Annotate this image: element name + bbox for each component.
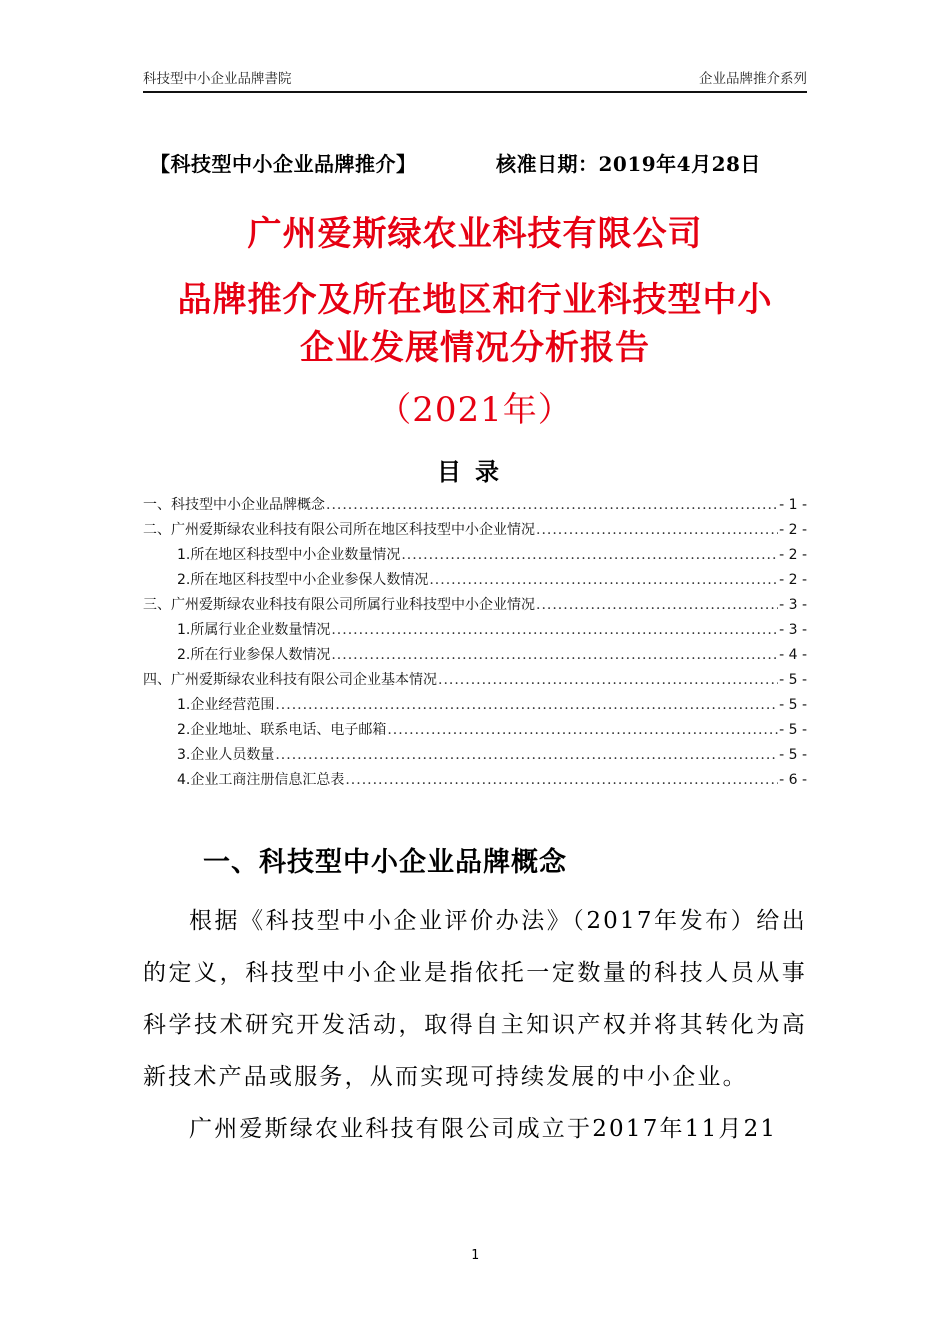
- toc-subentry[interactable]: [143, 544, 807, 569]
- toc-entry-page: - 5 -: [779, 672, 807, 688]
- toc-entry-page: - 5 -: [779, 722, 807, 738]
- toc-leader-dots: [275, 697, 778, 713]
- toc-entry-label: 3.企业人员数量: [177, 747, 275, 763]
- toc-entry-label: 2.所在行业参保人数情况: [177, 647, 331, 663]
- toc-leader-dots: [331, 622, 778, 638]
- section-body: [143, 895, 807, 1155]
- toc-entry-page: - 6 -: [779, 772, 807, 788]
- report-year: （2021年）: [377, 390, 573, 430]
- toc-entry-label: 4.企业工商注册信息汇总表: [177, 772, 345, 788]
- toc-entry-page: - 3 -: [779, 597, 807, 613]
- toc-entry-page: - 4 -: [779, 647, 807, 663]
- toc-entry-label: 二、广州爱斯绿农业科技有限公司所在地区科技型中小企业情况: [143, 522, 535, 538]
- toc-leader-dots: [345, 772, 778, 788]
- toc-entry-label: 一、科技型中小企业品牌概念: [143, 497, 325, 513]
- toc-entry-page: - 3 -: [779, 622, 807, 638]
- toc-leader-dots: [387, 722, 778, 738]
- category-tag: 【科技型中小企业品牌推介】: [150, 152, 417, 176]
- page-header: [143, 67, 807, 89]
- page-number: 1: [471, 1248, 479, 1263]
- toc-subentry[interactable]: [143, 719, 807, 744]
- toc-leader-dots: [401, 547, 778, 563]
- toc-entry-page: - 2 -: [779, 522, 807, 538]
- header-left-text: 科技型中小企业品牌書院: [143, 71, 292, 87]
- body-paragraph: 根据《科技型中小企业评价办法》（2017年发布）给出的定义，科技型中小企业是指依托一定数量的科技人员从事科学技术研究开发活动，取得自主知识产权并将其转化为高新技术产品或服务，从而实现可持续发展的中小企业。: [143, 908, 807, 1090]
- toc-entry[interactable]: [143, 594, 807, 619]
- toc-entry-label: 2.企业地址、联系电话、电子邮箱: [177, 722, 387, 738]
- toc-heading: 目录: [437, 458, 513, 486]
- report-title-line-3: 企业发展情况分析报告: [300, 328, 650, 368]
- company-title: 广州爱斯绿农业科技有限公司: [247, 214, 703, 254]
- toc-leader-dots: [331, 647, 778, 663]
- toc-entry-page: - 2 -: [779, 547, 807, 563]
- toc-entry-label: 三、广州爱斯绿农业科技有限公司所属行业科技型中小企业情况: [143, 597, 535, 613]
- report-title-line-2: 品牌推介及所在地区和行业科技型中小: [177, 280, 773, 320]
- toc-subentry[interactable]: [143, 569, 807, 594]
- toc-subentry[interactable]: [143, 769, 807, 794]
- toc-leader-dots: [275, 747, 778, 763]
- toc-entry-label: 2.所在地区科技型中小企业参保人数情况: [177, 572, 429, 588]
- header-divider: [143, 91, 807, 93]
- toc-entry-label: 1.企业经营范围: [177, 697, 275, 713]
- toc-entry[interactable]: [143, 519, 807, 544]
- body-paragraph: 广州爱斯绿农业科技有限公司成立于2017年11月21: [189, 1116, 778, 1142]
- header-right-text: 企业品牌推介系列: [699, 71, 807, 87]
- table-of-contents: [143, 494, 807, 794]
- toc-entry[interactable]: [143, 669, 807, 694]
- toc-leader-dots: [438, 672, 778, 688]
- toc-subentry[interactable]: [143, 619, 807, 644]
- section-heading: 一、科技型中小企业品牌概念: [203, 847, 567, 878]
- toc-subentry[interactable]: [143, 744, 807, 769]
- toc-subentry[interactable]: [143, 644, 807, 669]
- toc-entry-label: 1.所属行业企业数量情况: [177, 622, 331, 638]
- toc-leader-dots: [429, 572, 778, 588]
- toc-entry-label: 四、广州爱斯绿农业科技有限公司企业基本情况: [143, 672, 437, 688]
- toc-leader-dots: [536, 597, 778, 613]
- toc-entry-page: - 5 -: [779, 747, 807, 763]
- toc-entry-label: 1.所在地区科技型中小企业数量情况: [177, 547, 401, 563]
- toc-entry-page: - 5 -: [779, 697, 807, 713]
- toc-entry[interactable]: [143, 494, 807, 519]
- toc-entry-page: - 2 -: [779, 572, 807, 588]
- toc-leader-dots: [536, 522, 778, 538]
- toc-entry-page: - 1 -: [779, 497, 807, 513]
- approval-date: 核准日期：2019年4月28日: [496, 152, 761, 176]
- toc-subentry[interactable]: [143, 694, 807, 719]
- toc-leader-dots: [326, 497, 778, 513]
